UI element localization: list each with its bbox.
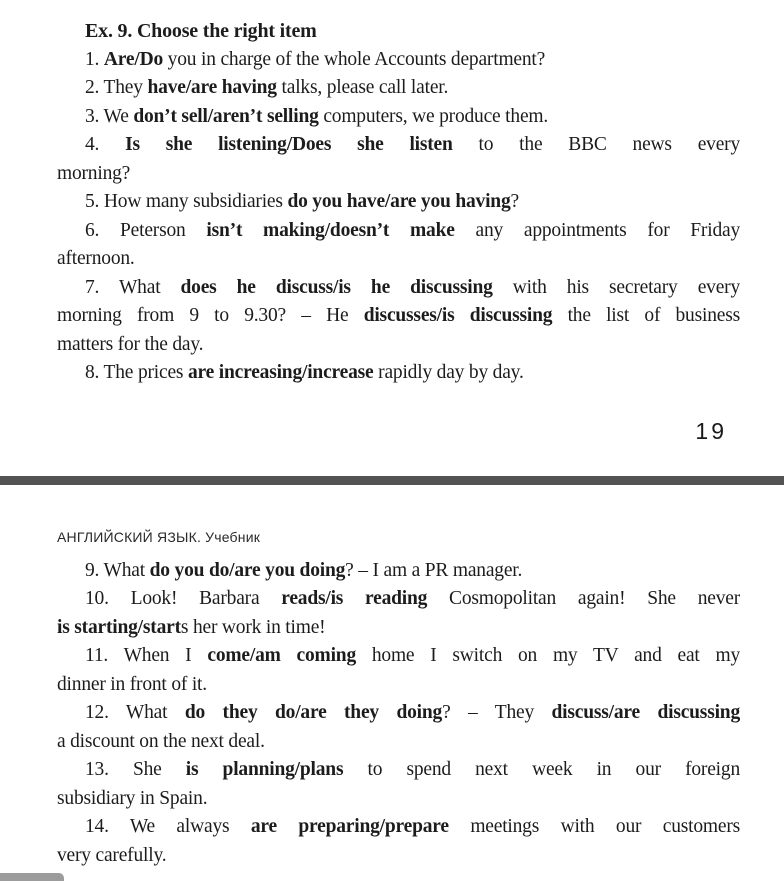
exercise-item xyxy=(57,131,740,188)
text-line xyxy=(57,813,740,842)
sentence-text: 9. What xyxy=(85,559,150,581)
exercise-item xyxy=(57,813,740,870)
text-line xyxy=(57,557,740,586)
text-line xyxy=(57,671,740,700)
sentence-text: you in charge of the whole Accounts department? xyxy=(163,48,546,70)
text-line xyxy=(57,103,740,132)
sentence-text: rapidly day by day. xyxy=(373,362,524,383)
sentence-text: subsidiary in Spain. xyxy=(57,787,208,809)
sentence-text: meetings with our customers xyxy=(448,816,740,837)
choice-option-bold: discusses/is discussing xyxy=(363,305,553,326)
sentence-text: computers, we produce them. xyxy=(318,105,549,127)
choice-option-bold: is planning/plans xyxy=(185,759,344,780)
exercise-item xyxy=(57,188,740,217)
text-line xyxy=(57,160,740,189)
sentence-text: with his secretary every xyxy=(492,276,740,298)
sentence-text: ? xyxy=(510,191,519,212)
sentence-text: home I switch on my TV and eat my xyxy=(356,645,740,666)
page-number: 19 xyxy=(695,417,727,444)
text-line xyxy=(57,359,740,388)
choice-option-bold: discuss/are discussing xyxy=(551,702,740,723)
sentence-text: 14. We always xyxy=(85,816,251,837)
sentence-text: ? – They xyxy=(442,702,552,723)
sentence-text: a discount on the next deal. xyxy=(57,730,265,752)
next-page-divider-stub xyxy=(0,873,64,881)
exercise-item xyxy=(57,274,740,360)
text-line xyxy=(57,217,740,246)
sentence-text: matters for the day. xyxy=(57,333,204,355)
text-line xyxy=(57,842,740,871)
exercise-item xyxy=(57,74,740,103)
sentence-text: 8. The prices xyxy=(85,362,188,383)
exercise-item xyxy=(57,359,740,388)
exercise-item xyxy=(57,103,740,132)
sentence-text: talks, please call later. xyxy=(276,77,449,98)
choice-option-bold: do you do/are you doing xyxy=(149,559,346,581)
sentence-text: ? – I am a PR manager. xyxy=(345,559,523,581)
choice-option-bold: does he discuss/is he discussing xyxy=(180,276,493,298)
page-20-content xyxy=(0,485,784,871)
text-line xyxy=(57,131,740,160)
exercise-item xyxy=(57,756,740,813)
text-line xyxy=(57,699,740,728)
exercise-item xyxy=(57,585,740,642)
sentence-text: morning from 9 to 9.30? – He xyxy=(57,305,364,326)
choice-option-bold: is starting/start xyxy=(57,616,181,638)
exercise-item xyxy=(57,642,740,699)
sentence-text: Cosmopolitan again! She never xyxy=(427,588,740,609)
sentence-text: 12. What xyxy=(85,702,185,723)
text-line xyxy=(57,46,740,75)
text-line xyxy=(57,274,740,303)
text-line xyxy=(57,614,740,643)
exercise-item xyxy=(57,699,740,756)
page-divider xyxy=(0,476,784,485)
text-line xyxy=(57,728,740,757)
choice-option-bold: are preparing/prepare xyxy=(250,816,449,837)
page-number-row xyxy=(0,416,784,446)
sentence-text: 4. xyxy=(85,134,126,155)
exercise-item xyxy=(57,217,740,274)
text-line xyxy=(57,785,740,814)
sentence-text: afternoon. xyxy=(57,248,135,269)
text-line xyxy=(57,302,740,331)
text-line xyxy=(57,585,740,614)
text-line xyxy=(57,245,740,274)
exercise-title: Ex. 9. Choose the right item xyxy=(85,20,317,42)
sentence-text: s her work in time! xyxy=(180,616,326,638)
text-line xyxy=(57,74,740,103)
exercise-item xyxy=(57,557,740,586)
choice-option-bold: Is she listening/Does she listen xyxy=(125,134,453,155)
choice-option-bold: have/are having xyxy=(147,77,277,98)
exercise-item xyxy=(57,46,740,75)
sentence-text: 3. We xyxy=(85,105,134,127)
choice-option-bold: come/am coming xyxy=(207,645,356,666)
choice-option-bold: reads/is reading xyxy=(281,588,428,609)
sentence-text: very carefully. xyxy=(57,844,167,866)
exercise-items-1-8 xyxy=(57,46,740,388)
sentence-text: 10. Look! Barbara xyxy=(85,588,282,609)
sentence-text: dinner in front of it. xyxy=(57,673,207,695)
text-line xyxy=(57,331,740,360)
sentence-text: 11. When I xyxy=(85,645,208,666)
choice-option-bold: don’t sell/aren’t selling xyxy=(133,105,319,127)
exercise-items-9-14 xyxy=(57,557,740,871)
sentence-text: 6. Peterson xyxy=(85,219,207,241)
page-19-content xyxy=(0,0,784,388)
sentence-text: 1. xyxy=(85,48,104,70)
choice-option-bold: Are/Do xyxy=(103,48,163,70)
book-header: АНГЛИЙСКИЙ ЯЗЫК. Учебник xyxy=(57,528,261,545)
sentence-text: any appointments for Friday xyxy=(454,219,740,241)
sentence-text: 2. They xyxy=(85,77,148,98)
sentence-text: morning? xyxy=(57,162,131,184)
choice-option-bold: isn’t making/doesn’t make xyxy=(206,219,455,241)
sentence-text: 13. She xyxy=(85,759,186,780)
sentence-text: the list of business xyxy=(552,305,740,326)
sentence-text: to the BBC news every xyxy=(452,134,740,155)
text-line xyxy=(57,756,740,785)
choice-option-bold: are increasing/increase xyxy=(187,362,374,383)
sentence-text: 5. How many subsidiaries xyxy=(85,191,288,212)
sentence-text: 7. What xyxy=(85,276,181,298)
choice-option-bold: do they do/are they doing xyxy=(184,702,443,723)
text-line xyxy=(57,642,740,671)
text-line xyxy=(57,188,740,217)
sentence-text: to spend next week in our foreign xyxy=(343,759,740,780)
choice-option-bold: do you have/are you having xyxy=(287,191,511,212)
